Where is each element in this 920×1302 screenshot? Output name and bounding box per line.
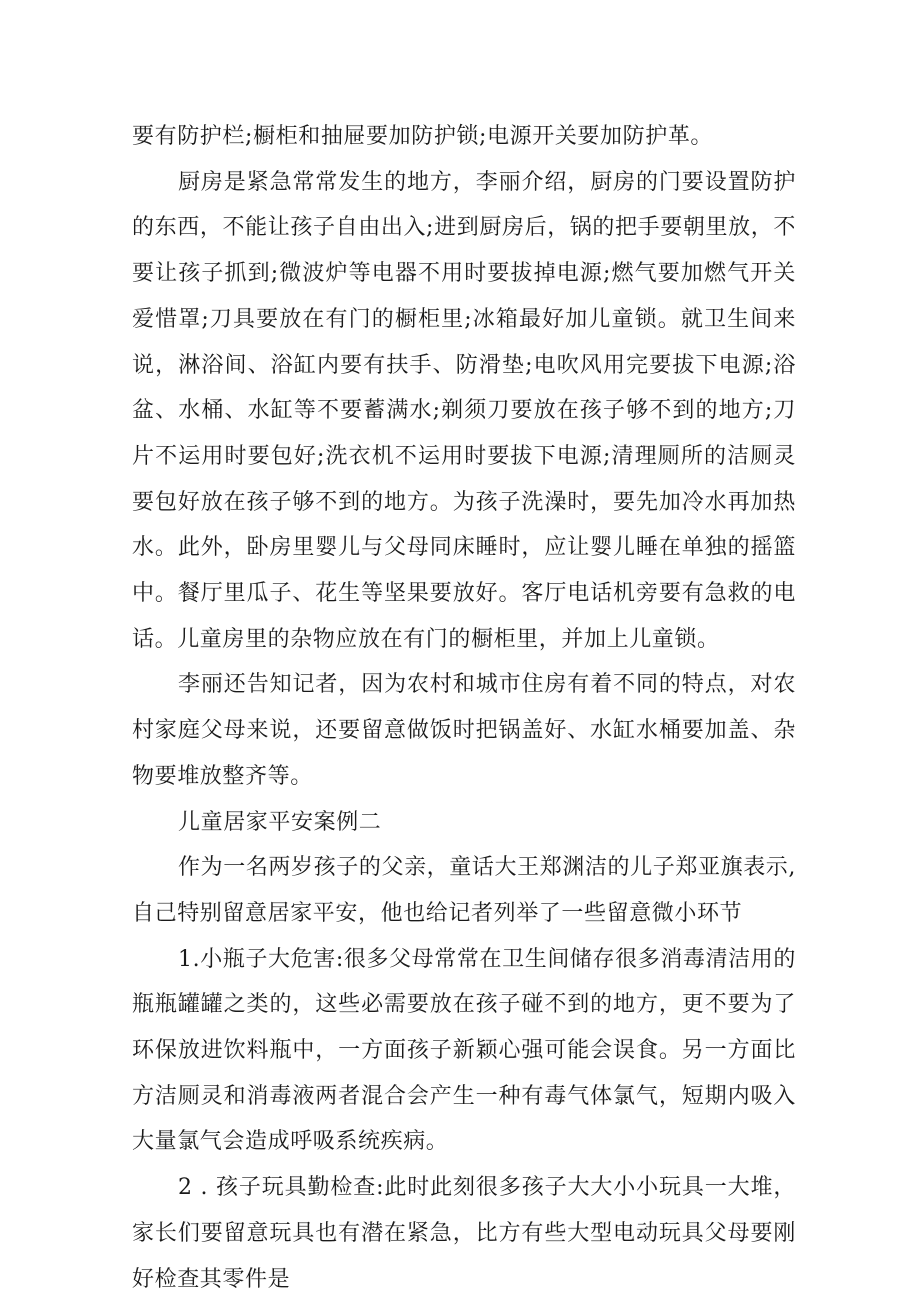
paragraph-1: 要有防护栏;橱柜和抽屉要加防护锁;电源开关要加防护革。 bbox=[132, 124, 714, 149]
list-item-2: 2 . 孩子玩具勤检查:此时此刻很多孩子大大小小玩具一大堆，家长们要留意玩具也有潜在紧急，比方有些大型电动玩具父母要刚好检查其零件是 bbox=[132, 1175, 796, 1292]
paragraph-4: 作为一名两岁孩子的父亲，童话大王郑渊洁的儿子郑亚旗表示,自己特别留意居家平安，他也给记者列举了一些留意微小环节 bbox=[132, 855, 796, 926]
section-heading: 儿童居家平安案例二 bbox=[178, 809, 382, 835]
document-body bbox=[132, 114, 796, 1302]
list-item-1: 1.小瓶子大危害:很多父母常常在卫生间储存很多消毒清洁用的瓶瓶罐罐之类的，这些必需要放在孩子碰不到的地方，更不要为了环保放进饮料瓶中，一方面孩子新颖心强可能会误食。另一方面比方洁厕灵和消毒液两者混合会产生一种有毒气体氯气，短期内吸入大量氯气会造成呼吸系统疾病。 bbox=[132, 946, 796, 1155]
paragraph-2: 厨房是紧急常常发生的地方，李丽介绍，厨房的门要设置防护的东西，不能让孩子自由出入;进到厨房后，锅的把手要朝里放，不要让孩子抓到;微波炉等电器不用时要拔掉电源;燃气要加燃气开关爱惜罩;刀具要放在有门的橱柜里;冰箱最好加儿童锁。就卫生间来说，淋浴间、浴缸内要有扶手、防滑垫;电吹风用完要拔下电源;浴盆、水桶、水缸等不要蓄满水;剃须刀要放在孩子够不到的地方;刀片不运用时要包好;洗衣机不运用时要拔下电源;清理厕所的洁厕灵要包好放在孩子够不到的地方。为孩子洗澡时，要先加冷水再加热水。此外，卧房里婴儿与父母同床睡时，应让婴儿睡在单独的摇篮中。餐厅里瓜子、花生等坚果要放好。客厅电话机旁要有急救的电话。儿童房里的杂物应放在有门的橱柜里，并加上儿童锁。 bbox=[132, 169, 796, 652]
paragraph-3: 李丽还告知记者，因为农村和城市住房有着不同的特点，对农村家庭父母来说，还要留意做饭时把锅盖好、水缸水桶要加盖、杂物要堆放整齐等。 bbox=[132, 672, 796, 789]
